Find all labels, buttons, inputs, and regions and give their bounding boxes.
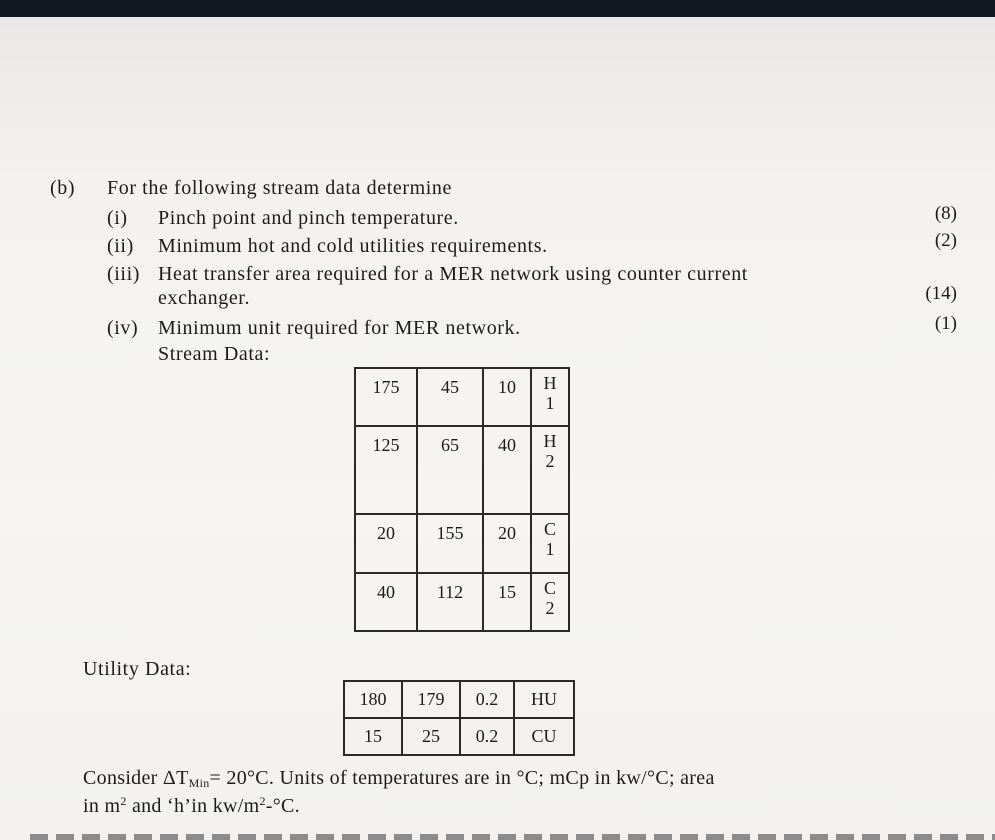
table-cell: 45 bbox=[417, 368, 483, 426]
stream-type: C bbox=[543, 578, 556, 598]
item-number: (i) bbox=[107, 207, 128, 229]
part-label: (b) bbox=[50, 177, 76, 199]
table-cell: 20 bbox=[355, 514, 417, 573]
utility-data-table bbox=[343, 680, 575, 756]
item-number: (iii) bbox=[107, 263, 140, 285]
note-text: in m bbox=[83, 795, 121, 817]
note-superscript: 2 bbox=[120, 794, 127, 808]
stream-type: H bbox=[543, 373, 557, 393]
table-row bbox=[355, 368, 569, 426]
stream-type: H bbox=[543, 431, 557, 451]
item-marks: (1) bbox=[934, 313, 957, 334]
table-cell: 20 bbox=[483, 514, 531, 573]
item-number: (iv) bbox=[107, 317, 139, 339]
utility-data-title: Utility Data: bbox=[83, 658, 192, 680]
table-cell: 65 bbox=[417, 426, 483, 514]
note-text: Consider ΔT bbox=[83, 767, 189, 789]
table-row bbox=[344, 681, 574, 718]
stream-index: 1 bbox=[545, 393, 555, 413]
stream-data-title: Stream Data: bbox=[158, 343, 271, 365]
units-note-line-2 bbox=[83, 794, 300, 818]
units-note-line-1 bbox=[83, 767, 715, 791]
note-text: -°C. bbox=[265, 795, 300, 817]
cropped-text-line bbox=[30, 834, 995, 840]
table-cell: 40 bbox=[355, 573, 417, 631]
stream-data-table bbox=[354, 367, 570, 632]
table-cell: CU bbox=[514, 718, 574, 755]
table-cell: 0.2 bbox=[460, 718, 514, 755]
stream-type: C bbox=[543, 519, 556, 539]
stream-label-cell bbox=[531, 368, 569, 426]
item-marks: (14) bbox=[925, 283, 957, 304]
item-text: Heat transfer area required for a MER network using counter current bbox=[158, 263, 748, 285]
table-cell: 25 bbox=[402, 718, 460, 755]
note-text: = 20°C. Units of temperatures are in °C; mCp in kw/°C; area bbox=[209, 767, 715, 789]
item-text-continued: exchanger. bbox=[158, 287, 251, 309]
table-row bbox=[355, 426, 569, 514]
table-cell: 15 bbox=[344, 718, 402, 755]
item-text: Minimum unit required for MER network. bbox=[158, 317, 521, 339]
table-cell: 125 bbox=[355, 426, 417, 514]
table-cell: 40 bbox=[483, 426, 531, 514]
item-marks: (2) bbox=[934, 230, 957, 251]
table-row bbox=[355, 573, 569, 631]
table-cell: 0.2 bbox=[460, 681, 514, 718]
item-text: Minimum hot and cold utilities requirements. bbox=[158, 235, 548, 257]
table-cell: 155 bbox=[417, 514, 483, 573]
question-intro: For the following stream data determine bbox=[107, 177, 452, 199]
table-cell: 15 bbox=[483, 573, 531, 631]
note-subscript: Min bbox=[188, 776, 210, 790]
top-bar bbox=[0, 0, 995, 17]
stream-index: 2 bbox=[545, 598, 555, 618]
item-text: Pinch point and pinch temperature. bbox=[158, 207, 459, 229]
stream-label-cell bbox=[531, 426, 569, 514]
item-number: (ii) bbox=[107, 235, 134, 257]
stream-index: 1 bbox=[545, 539, 555, 559]
stream-index: 2 bbox=[545, 451, 555, 471]
note-superscript: 2 bbox=[259, 794, 266, 808]
table-row bbox=[355, 514, 569, 573]
table-cell: HU bbox=[514, 681, 574, 718]
table-cell: 175 bbox=[355, 368, 417, 426]
table-cell: 112 bbox=[417, 573, 483, 631]
item-marks: (8) bbox=[934, 203, 957, 224]
note-text: and ‘h’in kw/m bbox=[126, 795, 260, 817]
table-cell: 180 bbox=[344, 681, 402, 718]
table-cell: 179 bbox=[402, 681, 460, 718]
table-row bbox=[344, 718, 574, 755]
stream-label-cell bbox=[531, 573, 569, 631]
stream-label-cell bbox=[531, 514, 569, 573]
table-cell: 10 bbox=[483, 368, 531, 426]
